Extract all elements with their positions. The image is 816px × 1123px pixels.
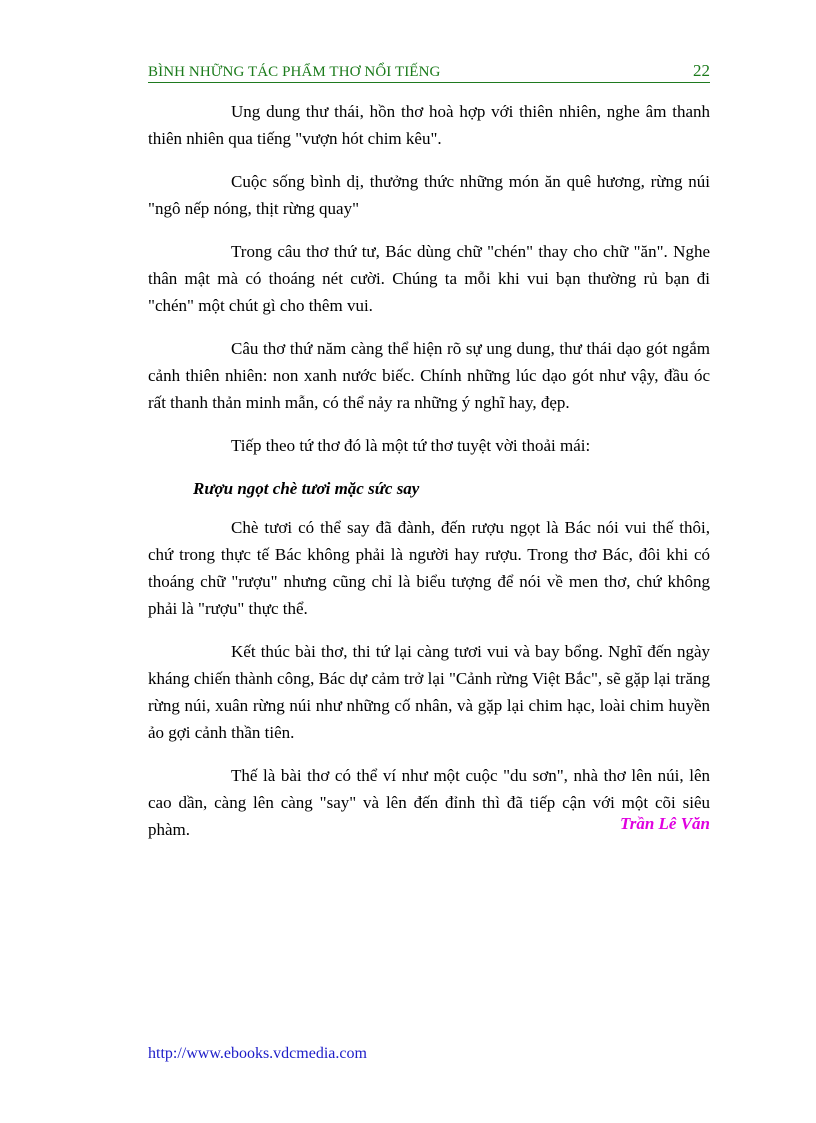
paragraph: Thế là bài thơ có thể ví như một cuộc "du sơn", nhà thơ lên núi, lên cao dần, càng lên càng "say" và lên đến đỉnh thì đã tiếp cận với một cõi siêu phàm. (148, 766, 710, 839)
paragraph: Tiếp theo tứ thơ đó là một tứ thơ tuyệt vời thoải mái: (231, 436, 591, 455)
article-body (148, 98, 710, 859)
page-number: 22 (693, 61, 710, 80)
paragraph: Cuộc sống bình dị, thưởng thức những món ăn quê hương, rừng núi "ngô nếp nóng, thịt rừng quay" (148, 172, 710, 218)
paragraph: Trong câu thơ thứ tư, Bác dùng chữ "chén" thay cho chữ "ăn". Nghe thân mật mà có thoáng nét cười. Chúng ta mỗi khi vui bạn thường rủ bạn đi "chén" một chút gì cho thêm vui. (148, 242, 710, 315)
author-signature: Trần Lê Văn (619, 814, 710, 833)
paragraph: Câu thơ thứ năm càng thể hiện rõ sự ung dung, thư thái dạo gót ngắm cảnh thiên nhiên: non xanh nước biếc. Chính những lúc dạo gót như vậy, đầu óc rất thanh thản minh mẫn, có thể nảy ra những ý nghĩ hay, đẹp. (148, 339, 710, 412)
page-header (148, 60, 710, 83)
footer-link[interactable]: http://www.ebooks.vdcmedia.com (148, 1045, 367, 1062)
paragraph: Ung dung thư thái, hồn thơ hoà hợp với thiên nhiên, nghe âm thanh thiên nhiên qua tiếng "vượn hót chim kêu". (148, 102, 710, 148)
book-title: BÌNH NHỮNG TÁC PHẨM THƠ NỔI TIẾNG (148, 64, 441, 80)
paragraph: Chè tươi có thể say đã đành, đến rượu ngọt là Bác nói vui thế thôi, chứ trong thực tế Bác không phải là người hay rượu. Trong thơ Bác, đôi khi có thoáng chữ "rượu" nhưng cũng chỉ là biểu tượng để nói về men thơ, chứ không phải là "rượu" thực thể. (148, 518, 710, 618)
poem-verse: Rượu ngọt chè tươi mặc sức say (193, 479, 420, 498)
paragraph: Kết thúc bài thơ, thi tứ lại càng tươi vui và bay bổng. Nghĩ đến ngày kháng chiến thành công, Bác dự cảm trở lại "Cảnh rừng Việt Bắc", sẽ gặp lại trăng rừng núi, xuân rừng núi như những cố nhân, và gặp lại chim hạc, loài chim huyền ảo gợi cảnh thần tiên. (148, 642, 710, 742)
